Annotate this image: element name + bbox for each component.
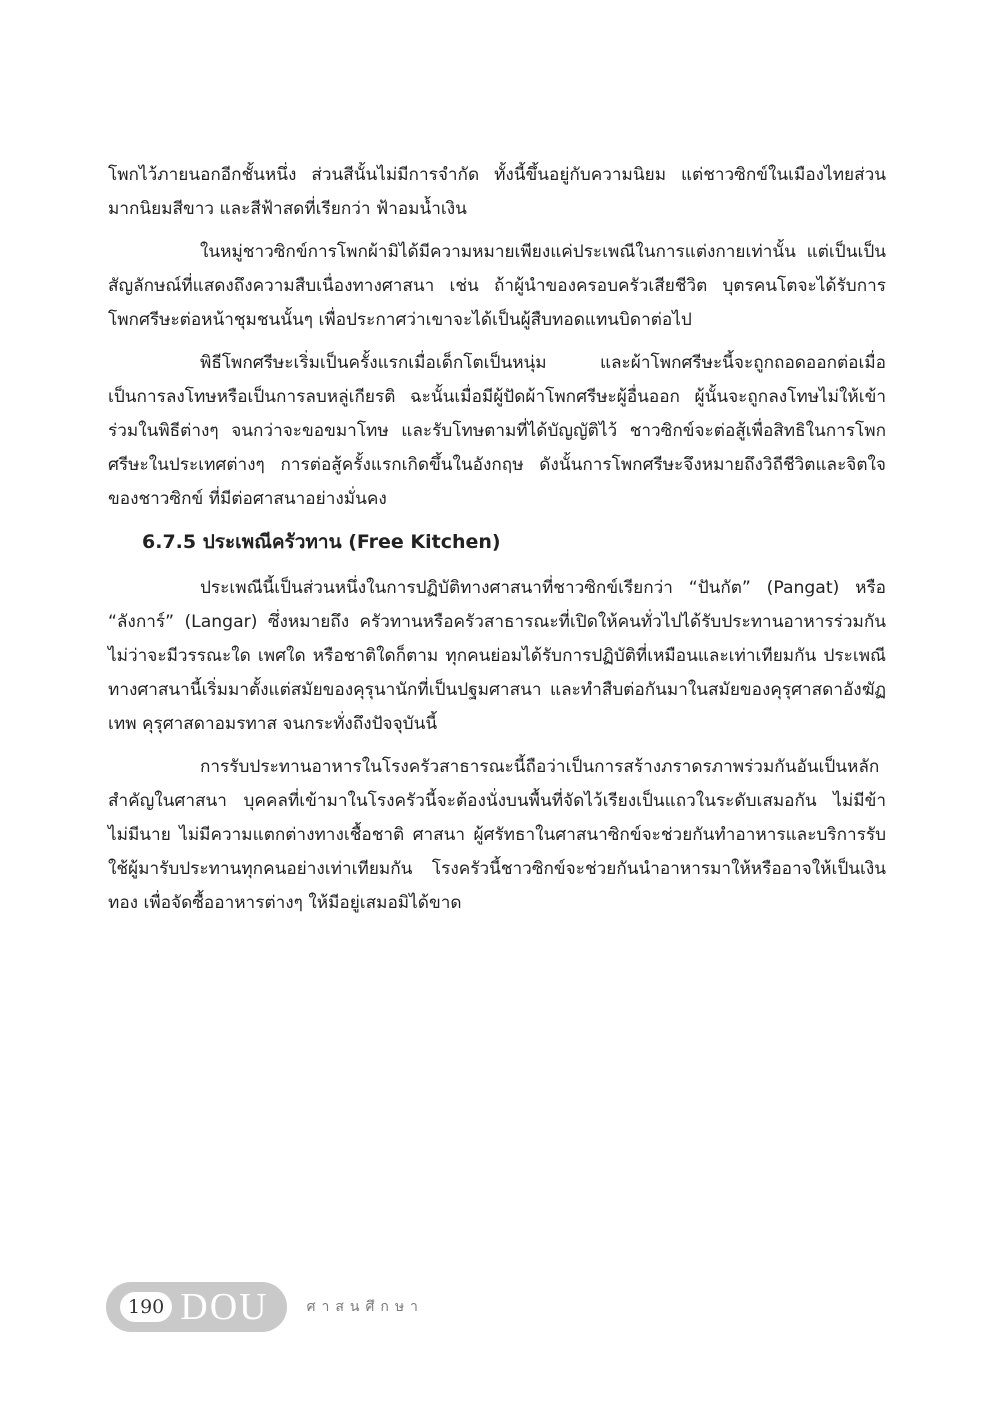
dou-logo: DOU [180, 1286, 269, 1328]
paragraph-gap [108, 337, 886, 346]
paragraph-gap [108, 741, 886, 750]
paragraph-langar-tradition: ประเพณีนี้เป็นส่วนหนึ่งในการปฏิบัติทางศาสนาที่ชาวซิกข์เรียกว่า “ปันกัต” (Pangat) หรือ “ลังการ์” (Langar) ซึ่งหมายถึง ครัวทานหรือครัวสาธารณะที่เปิดให้คนทั่วไปได้รับประทานอาหารร่วมกันไม่ว่าจะมีวรรณะใด เพศใด หรือชาติใดก็ตาม ทุกคนย่อมได้รับการปฏิบัติที่เหมือนและเท่าเทียมกัน ประเพณีทางศาสนานี้เริ่มมาตั้งแต่สมัยของคุรุนานักที่เป็นปฐมศาสนา และทำสืบต่อกันมาในสมัยของคุรุศาสดาอังฆัฏเทพ คุรุศาสดาอมรทาส จนกระทั่งถึงปัจจุบันนี้ [108, 578, 886, 734]
section-heading-free-kitchen: 6.7.5 ประเพณีครัวทาน (Free Kitchen) [142, 531, 501, 553]
page-footer [106, 1282, 424, 1332]
page-body [108, 158, 886, 920]
paragraph-turban-meaning: ในหมู่ชาวซิกข์การโพกผ้ามิได้มีความหมายเพียงแค่ประเพณีในการแต่งกายเท่านั้น แต่เป็นเป็นสัญลักษณ์ที่แสดงถึงความสืบเนื่องทางศาสนา เช่น ถ้าผู้นำของครอบครัวเสียชีวิต บุตรคนโตจะได้รับการโพกศรีษะต่อหน้าชุมชนนั้นๆ เพื่อประกาศว่าเขาจะได้เป็นผู้สืบทอดแทนบิดาต่อไป [108, 242, 886, 330]
footer-badge [106, 1282, 287, 1332]
paragraph-turban-colors: โพกไว้ภายนอกอีกชั้นหนึ่ง ส่วนสีนั้นไม่มีการจำกัด ทั้งนี้ขึ้นอยู่กับความนิยม แต่ชาวซิกข์ในเมืองไทยส่วนมากนิยมสีขาว และสีฟ้าสดที่เรียกว่า ฟ้าอมน้ำเงิน [108, 165, 886, 219]
paragraph-gap [108, 516, 886, 525]
page-number: 190 [120, 1292, 172, 1322]
book-title: ศาสนศึกษา [306, 1299, 424, 1315]
paragraph-langar-brotherhood: การรับประทานอาหารในโรงครัวสาธารณะนี้ถือว่าเป็นการสร้างภราดรภาพร่วมกันอันเป็นหลักสำคัญในศาสนา บุคคลที่เข้ามาในโรงครัวนี้จะต้องนั่งบนพื้นที่จัดไว้เรียงเป็นแถวในระดับเสมอกัน ไม่มีข้า ไม่มีนาย ไม่มีความแตกต่างทางเชื้อชาติ ศาสนา ผู้ศรัทธาในศาสนาซิกข์จะช่วยกันทำอาหารและบริการรับใช้ผู้มารับประทานทุกคนอย่างเท่าเทียมกัน โรงครัวนี้ชาวซิกข์จะช่วยกันนำอาหารมาให้หรืออาจให้เป็นเงินทอง เพื่อจัดซื้ออาหารต่างๆ ให้มีอยู่เสมอมิได้ขาด [108, 757, 886, 913]
paragraph-turban-ceremony: พิธีโพกศรีษะเริ่มเป็นครั้งแรกเมื่อเด็กโตเป็นหนุ่ม และผ้าโพกศรีษะนี้จะถูกถอดออกต่อเมื่อเป็นการลงโทษหรือเป็นการลบหลู่เกียรติ ฉะนั้นเมื่อมีผู้ปัดผ้าโพกศรีษะผู้อื่นออก ผู้นั้นจะถูกลงโทษไม่ให้เข้าร่วมในพิธีต่างๆ จนกว่าจะขอขมาโทษ และรับโทษตามที่ได้บัญญัติไว้ ชาวซิกข์จะต่อสู้เพื่อสิทธิในการโพกศรีษะในประเทศต่างๆ การต่อสู้ครั้งแรกเกิดขึ้นในอังกฤษ ดังนั้นการโพกศรีษะจึงหมายถึงวิถีชีวิตและจิตใจของชาวซิกข์ ที่มีต่อศาสนาอย่างมั่นคง [108, 353, 886, 509]
paragraph-gap [108, 226, 886, 235]
